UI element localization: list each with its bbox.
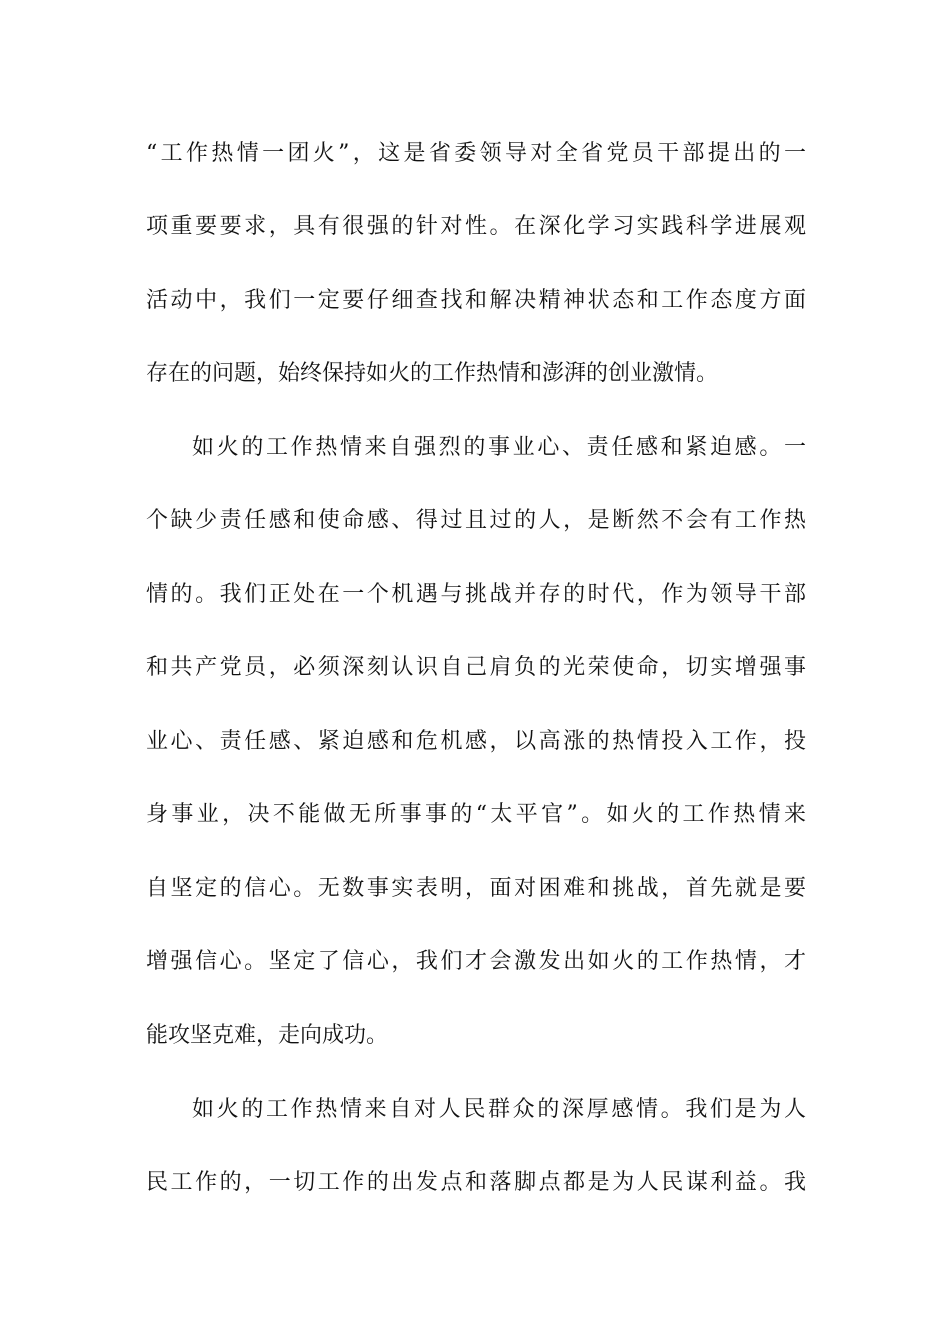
paragraph-2-line-2: 个缺少责任感和使命感、得过且过的人，是断然不会有工作热 xyxy=(146,508,806,533)
paragraph-2-line-8: 增强信心。坚定了信心，我们才会激发出如火的工作热情，才 xyxy=(146,949,806,974)
paragraph-2-line-9: 能攻坚克难，走向成功。 xyxy=(146,1023,389,1048)
paragraph-1-line-2: 项重要要求，具有很强的针对性。在深化学习实践科学进展观 xyxy=(146,214,806,239)
paragraph-3-line-2: 民工作的，一切工作的出发点和落脚点都是为人民谋利益。我 xyxy=(146,1170,806,1195)
paragraph-1-line-4: 存在的问题，始终保持如火的工作热情和澎湃的创业激情。 xyxy=(146,361,719,386)
paragraph-2-line-3: 情的。我们正处在一个机遇与挑战并存的时代，作为领导干部 xyxy=(146,582,806,607)
paragraph-2-line-4: 和共产党员，必须深刻认识自己肩负的光荣使命，切实增强事 xyxy=(146,655,806,680)
paragraph-1-line-3: 活动中，我们一定要仔细查找和解决精神状态和工作态度方面 xyxy=(146,288,806,313)
paragraph-2-line-1: 如火的工作热情来自强烈的事业心、责任感和紧迫感。一 xyxy=(192,435,806,460)
paragraph-2-line-5: 业心、责任感、紧迫感和危机感，以高涨的热情投入工作，投 xyxy=(146,729,806,754)
paragraph-1-line-1: “工作热情一团火”，这是省委领导对全省党员干部提出的一 xyxy=(146,141,806,166)
paragraph-2-line-7: 自坚定的信心。无数事实表明，面对困难和挑战，首先就是要 xyxy=(146,876,806,901)
paragraph-2-line-6: 身事业，决不能做无所事事的“太平官”。如火的工作热情来 xyxy=(146,802,806,827)
paragraph-3-line-1: 如火的工作热情来自对人民群众的深厚感情。我们是为人 xyxy=(192,1097,806,1122)
